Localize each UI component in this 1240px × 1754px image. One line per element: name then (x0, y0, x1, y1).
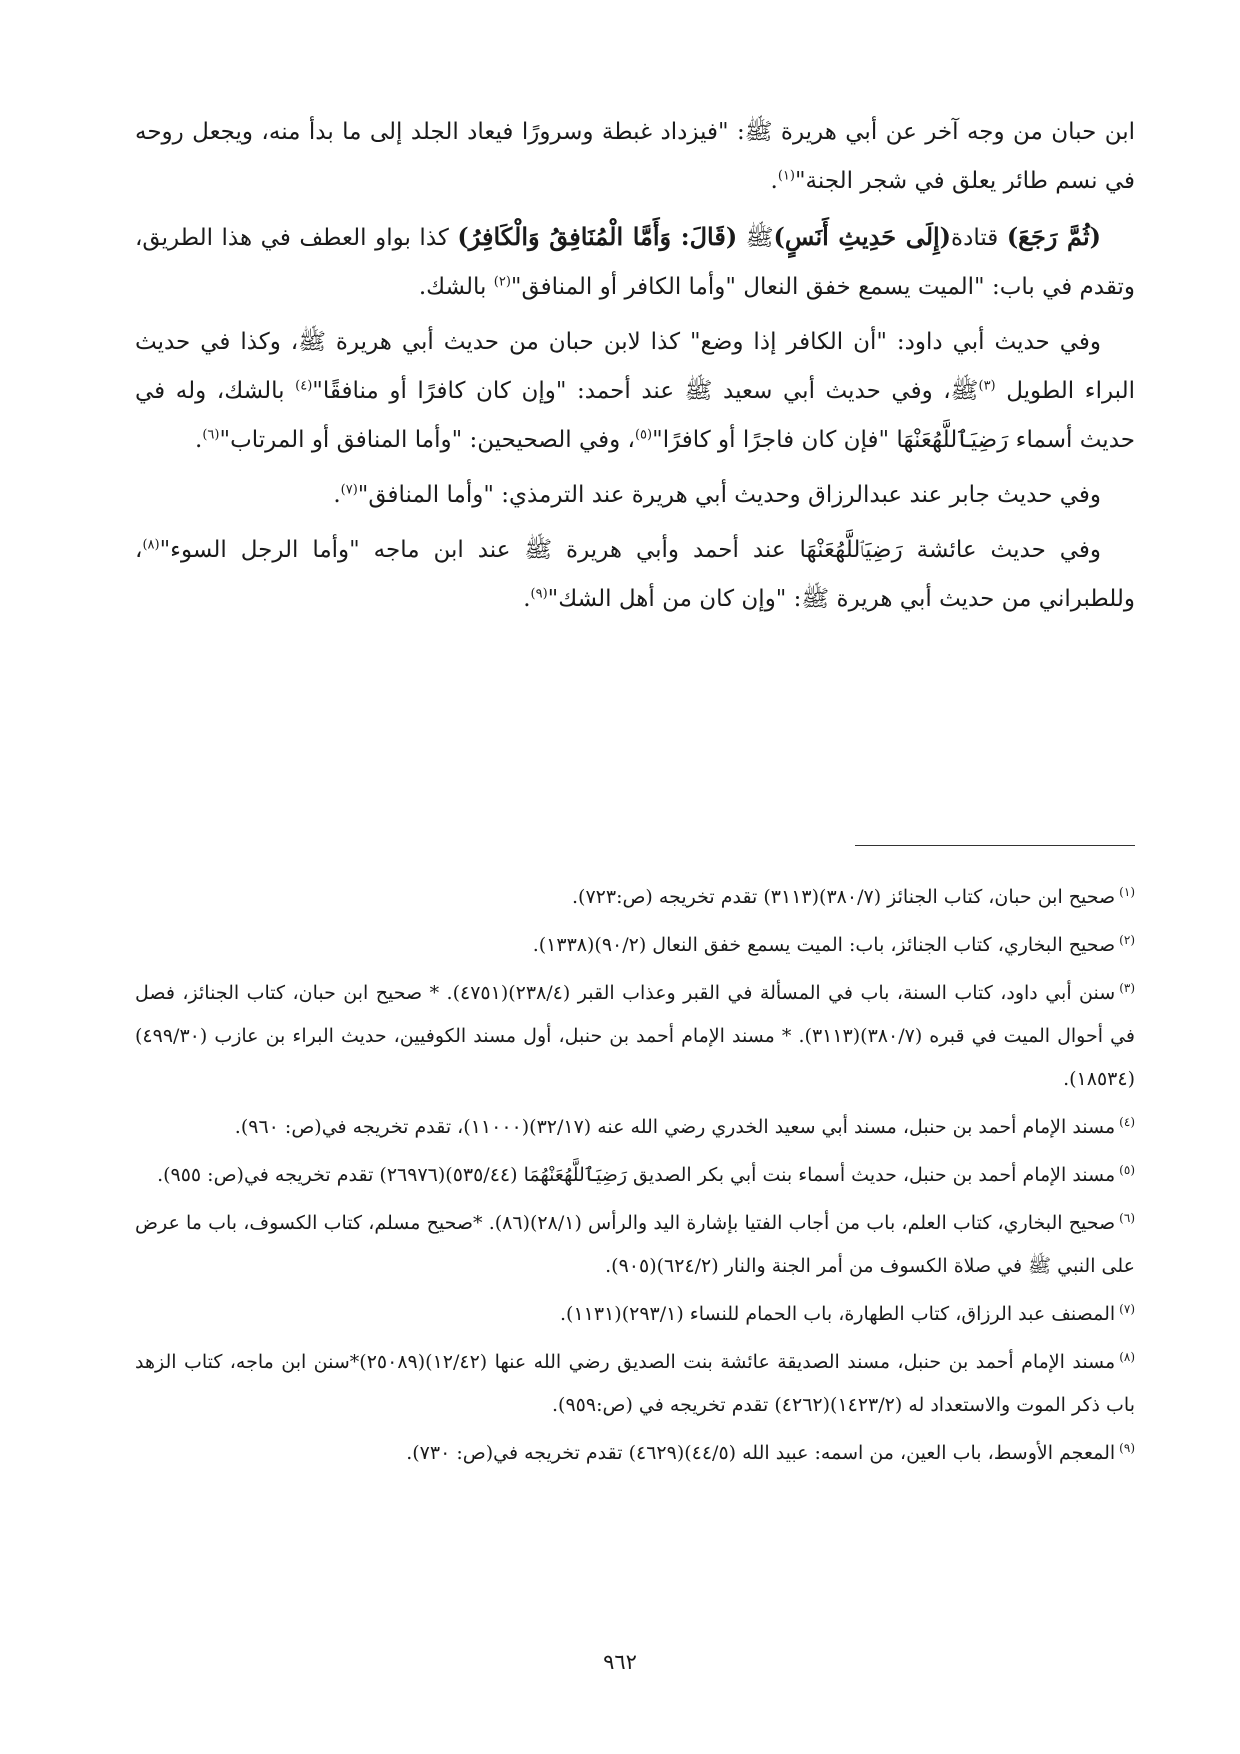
page-body (135, 108, 1136, 1464)
footnote-number: (٥) (1119, 1162, 1135, 1177)
footnote-7: $^{(٧)}$المصنف عبد الرزاق، كتاب الطهارة، باب الحمام للنساء (٢٩٣/١)(١١٣١). (560, 1301, 1135, 1325)
footnote-5: $^{(٥)}$مسند الإمام أحمد بن حنبل، حديث أسماء بنت أبي بكر الصديق رَضِيَٱللَّهُعَنْهُمَا (٥٣٥/٤٤)(٢٦٩٧٦) تقدم تخريجه في(ص: ٩٥٥). (157, 1162, 1135, 1186)
footnote-3: $^{(٣)}$سنن أبي داود، كتاب السنة، باب في المسألة في القبر وعذاب القبر (٢٣٨/٤)(٤٧٥١). * صحيح ابن حبان، كتاب الجنائز، فصل في أحوال الميت في قبره (٣٨٠/٧)(٣١١٣). * مسند الإمام أحمد بن حنبل، أول مسند الكوفيين، حديث البراء بن عازب (٤٩٩/٣٠)(١٨٥٣٤). (135, 980, 1136, 1090)
footnote-6: $^{(٦)}$صحيح البخاري، كتاب العلم، باب من أجاب الفتيا بإشارة اليد والرأس (٢٨/١)(٨٦). *صحيح مسلم، كتاب الكسوف، باب ما عرض على النبي ﷺ في صلاة الكسوف من أمر الجنة والنار (٦٢٤/٢)(٩٠٥). (135, 1210, 1135, 1277)
paragraph-3: وفي حديث أبي داود: "أن الكافر إذا وضع" كذا لابن حبان من حديث أبي هريرة ﷺ، وكذا في حديث البراء الطويل $^{(٣)}$ﷺ، وفي حديث أبي سعيد ﷺ عند أحمد: "وإن كان كافرًا أو منافقًا"$^{(٤)}$ بالشك، وله في حديث أسماء رَضِيَٱللَّهُعَنْهَا "فإن كان فاجرًا أو كافرًا"$^{(٥)}$، وفي الصحيحين: "وأما المنافق أو المرتاب"$^{(٦)}$. (135, 329, 1135, 453)
footnote-1: $^{(١)}$صحيح ابن حبان، كتاب الجنائز (٣٨٠/٧)(٣١١٣) تقدم تخريجه (ص:٧٢٣). (571, 884, 1135, 908)
paragraph-2: (ثُمَّ رَجَعَ) قتادة(إِلَى حَدِيثِ أَنَسٍ)ﷺ (قَالَ: وَأَمَّا الْمُنَافِقُ وَالْكَافِرُ) كذا بواو العطف في هذا الطريق، وتقدم في باب: "الميت يسمع خفق النعال "وأما الكافر أو المنافق"$^{(٢)}$ بالشك. (135, 222, 1135, 300)
footnotes (135, 876, 1135, 1475)
main-text (135, 108, 1135, 624)
footnote-number: (٦) (1119, 1210, 1135, 1225)
footnote-2: $^{(٢)}$صحيح البخاري، كتاب الجنائز، باب: الميت يسمع خفق النعال (٩٠/٢)(١٣٣٨). (532, 932, 1135, 956)
footnote-ref[interactable]: (١) (777, 168, 795, 184)
paragraph-5: وفي حديث عائشة رَضِيَٱللَّهُعَنْهَا عند أحمد وأبي هريرة ﷺ عند ابن ماجه "وأما الرجل السوء"$^{(٨)}$، وللطبراني من حديث أبي هريرة ﷺ: "وإن كان من أهل الشك"$^{(٩)}$. (135, 537, 1135, 612)
footnote-ref[interactable]: (٥) (634, 427, 653, 443)
footnote-ref[interactable]: (٨) (142, 537, 160, 553)
footnote-ref[interactable]: (٣) (978, 378, 996, 394)
footnote-ref[interactable]: (٤) (295, 378, 313, 394)
matn-quote: (قَالَ: وَأَمَّا الْمُنَافِقُ وَالْكَافِرُ) (457, 222, 738, 251)
footnote-ref[interactable]: (٦) (202, 427, 220, 443)
footnote-ref[interactable]: (٢) (493, 274, 511, 290)
page-number: ٩٦٢ (603, 1650, 637, 1674)
footnote-8: $^{(٨)}$مسند الإمام أحمد بن حنبل، مسند الصديقة عائشة بنت الصديق رضي الله عنها (١٢/٤٢)(٢٥٠٨٩)*سنن ابن ماجه، كتاب الزهد باب ذكر الموت والاستعداد له (١٤٢٣/٢)(٤٢٦٢) تقدم تخريجه في (ص:٩٥٩). (135, 1349, 1136, 1416)
footnote-number: (٨) (1119, 1349, 1136, 1364)
footnote-separator (855, 845, 1135, 846)
footnote-ref[interactable]: (٧) (340, 482, 358, 498)
footnote-number: (١) (1119, 884, 1135, 899)
footnote-number: (٣) (1119, 980, 1136, 995)
footnote-9: $^{(٩)}$المعجم الأوسط، باب العين، من اسمه: عبيد الله (٤٤/٥)(٤٦٢٩) تقدم تخريجه في(ص: ٧٣٠). (406, 1440, 1135, 1464)
footnote-number: (٩) (1119, 1440, 1135, 1455)
footnote-number: (٤) (1119, 1114, 1135, 1129)
footnote-number: (٧) (1119, 1301, 1135, 1316)
paragraph-4: وفي حديث جابر عند عبدالرزاق وحديث أبي هريرة عند الترمذي: "وأما المنافق"$^{(٧)}$. (333, 482, 1101, 508)
matn-quote: (إِلَى حَدِيثِ أَنَسٍ) (773, 222, 952, 251)
footnote-number: (٢) (1119, 932, 1135, 947)
footnote-4: $^{(٤)}$مسند الإمام أحمد بن حنبل، مسند أبي سعيد الخدري رضي الله عنه (٣٢/١٧)(١١٠٠٠)، تقدم تخريجه في(ص: ٩٦٠). (234, 1114, 1135, 1138)
matn-quote: (ثُمَّ رَجَعَ) (1006, 222, 1101, 251)
footnote-ref[interactable]: (٩) (530, 586, 548, 602)
paragraph-1: ابن حبان من وجه آخر عن أبي هريرة ﷺ: "فيزداد غبطة وسرورًا فيعاد الجلد إلى ما بدأ منه، ويجعل روحه في نسم طائر يعلق في شجر الجنة"$^{(١)}$. (135, 119, 1135, 194)
